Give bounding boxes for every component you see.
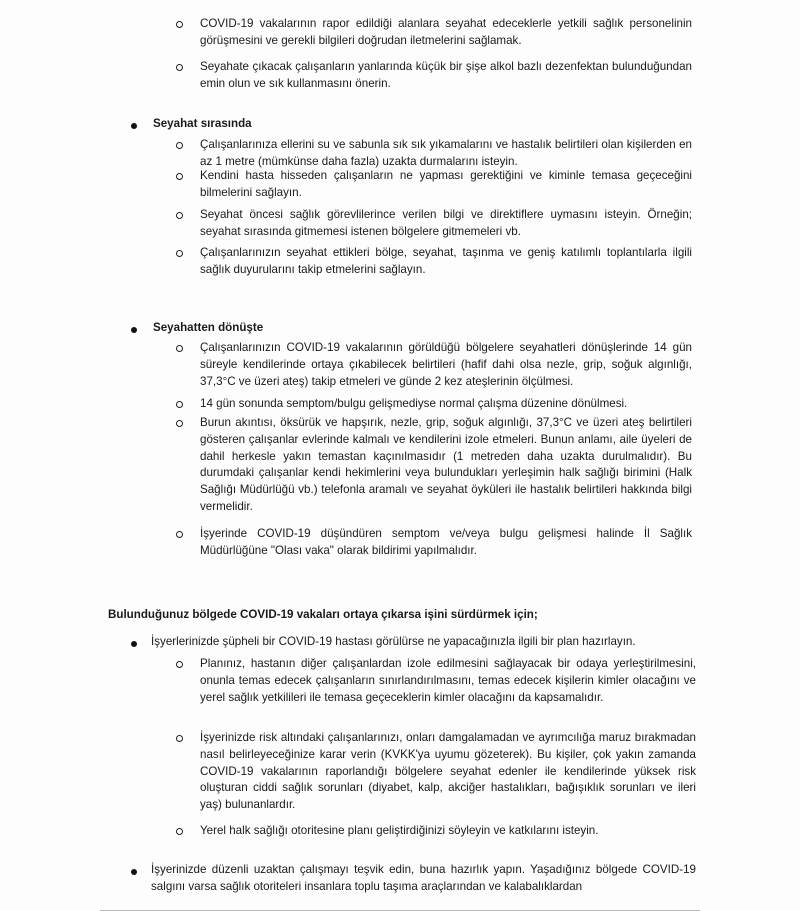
sub-bullet-icon: [176, 401, 183, 408]
list-item: Çalışanlarınızın seyahat ettikleri bölge, seyahat, taşınma ve geniş katılımlı toplantılarla ilgili sağlık duyurularını takip etmelerini sağlayın.: [200, 246, 692, 276]
list-item: Seyahat öncesi sağlık görevlilerince verilen bilgi ve direktiflere uymasını isteyin. Örneğin; seyahat sırasında gitmemesi istenen bölgelere gitmemeleri vb.: [200, 208, 692, 238]
sub-bullet-icon: [176, 64, 183, 71]
sub-bullet-icon: [176, 420, 183, 427]
sub-bullet-icon: [176, 661, 183, 668]
list-item: COVID-19 vakalarının rapor edildiği alanlara seyahat edeceklerle yetkili sağlık personelinin görüşmesini ve gerekli bilgileri doğrudan iletmelerini sağlamak.: [200, 17, 692, 47]
section-heading-return: Seyahatten dönüşte: [153, 321, 264, 334]
sub-bullet-icon: [176, 212, 183, 219]
list-item: Kendini hasta hisseden çalışanların ne yapması gerektiğini ve kiminle temasa geçeceğini bilmelerini sağlayın.: [200, 169, 692, 199]
list-item: Yerel halk sağlığı otoritesine planı geliştirdiğinizi söyleyin ve katkılarını isteyin.: [200, 824, 599, 837]
list-item: İşyerlerinizde şüpheli bir COVID-19 hastası görülürse ne yapacağınızla ilgili bir plan hazırlayın.: [151, 635, 636, 648]
list-item: Seyahate çıkacak çalışanların yanlarında küçük bir şişe alkol bazlı dezenfektan bulunduğundan emin olun ve sık kullanmasını önerin.: [200, 60, 692, 90]
sub-bullet-icon: [176, 828, 183, 835]
bullet-icon: [131, 641, 137, 647]
bullet-icon: [131, 123, 137, 129]
sub-bullet-icon: [176, 21, 183, 28]
list-item: İşyerinizde düzenli uzaktan çalışmayı teşvik edin, buna hazırlık yapın. Yaşadığınız bölgede COVID-19 salgını varsa sağlık otoriteleri insanlara toplu taşıma araçlarından ve kalabalıklardan: [151, 863, 696, 893]
sub-bullet-icon: [176, 531, 183, 538]
list-item: 14 gün sonunda semptom/bulgu gelişmediyse normal çalışma düzenine dönülmesi.: [200, 397, 628, 410]
list-item: Planınız, hastanın diğer çalışanlardan izole edilmesini sağlayacak bir odaya yerleştirilmesini, onunla temas edecek çalışanların sınırlandırılmasını, temas edecek kişilerin kimler olacağını ve yerel sağlık yetkilileri ile temasa geçeceklerin kimler olacağını da kapsamalıdır.: [200, 657, 696, 704]
bullet-icon: [131, 869, 137, 875]
section-heading-main: Bulunduğunuz bölgede COVID-19 vakaları ortaya çıkarsa işini sürdürmek için;: [108, 608, 538, 621]
section-heading-during: Seyahat sırasında: [153, 117, 252, 130]
sub-bullet-icon: [176, 173, 183, 180]
sub-bullet-icon: [176, 142, 183, 149]
sub-bullet-icon: [176, 250, 183, 257]
list-item: Burun akıntısı, öksürük ve hapşırık, nezle, grip, soğuk algınlığı, 37,3°C ve üzeri ateş belirtileri gösteren çalışanlar evlerinde kalmalı ve kendilerini izole etmeleri. Bunun anlamı, aile üyeleri de dahil herkesle yakın temastan kaçınılmasıdır (1 metreden daha uzakta durulmalıdır). Bu durumdaki çalışanlar kendi hekimlerini veya bulundukları yerleşimin halk sağlığı birimini (Halk Sağlığı Müdürlüğü vb.) telefonla aramalı ve seyahat öyküleri ile hastalık belirtileri hakkında bilgi vermelidir.: [200, 416, 692, 513]
sub-bullet-icon: [176, 345, 183, 352]
list-item: İşyerinizde risk altındaki çalışanlarınızı, onları damgalamadan ve ayrımcılığa maruz bırakmadan nasıl belirleyeceğinize karar verin (KVKK'ya uyumu gözeterek). Bu kişiler, çok yakın zamanda COVID-19 vakalarının raporlandığı bölgelere seyahat edenler ile kendilerinde yüksek risk oluşturan ciddi sağlık sorunları (diyabet, kalp, akciğer hastalıkları, bağışıklık sorunları ve ileri yaş) bulunanlardır.: [200, 731, 696, 812]
bullet-icon: [131, 327, 137, 333]
list-item: Çalışanlarınıza ellerini su ve sabunla sık sık yıkamalarını ve hastalık belirtileri olan kişilerden en az 1 metre (mümkünse daha fazla) uzakta durmalarını isteyin.: [200, 138, 692, 168]
list-item: Çalışanlarınızın COVID-19 vakalarının görüldüğü bölgelere seyahatleri dönüşlerinde 14 gün süreyle kendilerinde ortaya çıkabilecek belirtileri (hafif dahi olsa nezle, grip, soğuk algınlığı, 37,3°C ve üzeri ateş) takip etmeleri ve günde 2 kez ateşlerinin ölçülmesi.: [200, 341, 692, 388]
sub-bullet-icon: [176, 735, 183, 742]
list-item: İşyerinde COVID-19 düşündüren semptom ve/veya bulgu gelişmesi halinde İl Sağlık Müdürlüğüne "Olası vaka" olarak bildirimi yapılmalıdır.: [200, 527, 692, 557]
